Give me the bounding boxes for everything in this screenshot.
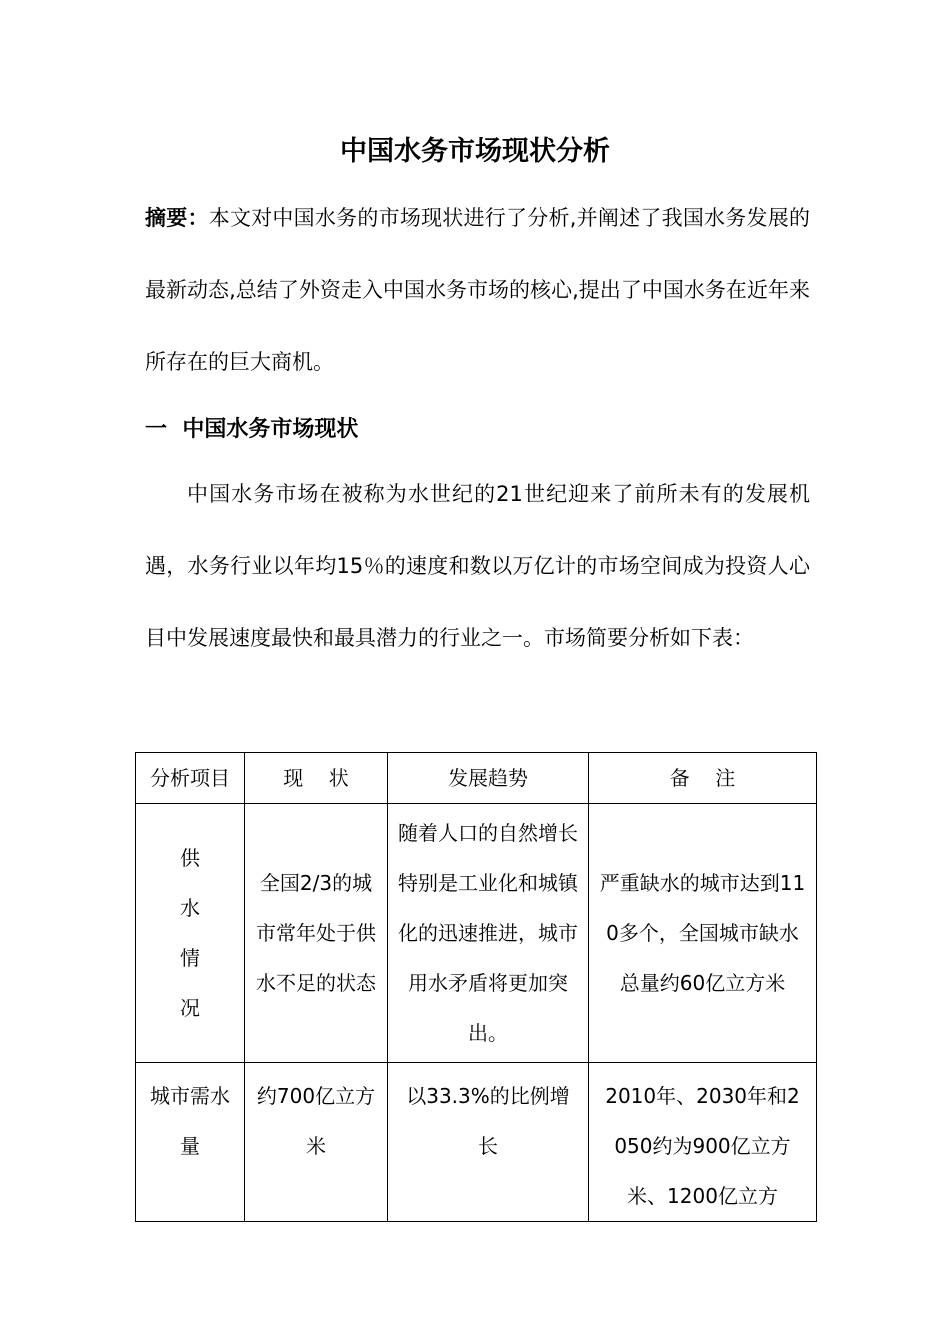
- table-cell-status-text: 约700亿立方米: [256, 1084, 376, 1158]
- table-header-note: 备 注: [589, 753, 817, 804]
- table-cell-item: [136, 1063, 245, 1222]
- table-cell-trend: [388, 1063, 589, 1222]
- table-header-status: 现 状: [245, 753, 388, 804]
- document-title: 中国水务市场现状分析: [340, 136, 610, 167]
- table-cell-status: [245, 804, 388, 1063]
- table-header-row: [136, 753, 817, 804]
- table-row: [136, 1063, 817, 1222]
- table-cell-status-text: 全国2/3的城市常年处于供水不足的状态: [256, 871, 376, 995]
- table-cell-item-text: 供水情况: [180, 846, 200, 1020]
- table-header-trend: 发展趋势: [388, 753, 589, 804]
- section-heading: 一 中国水务市场现状: [145, 417, 359, 442]
- table-cell-trend-text: 随着人口的自然增长特别是工业化和城镇化的迅速推进，城市用水矛盾将更加突出。: [398, 821, 578, 1045]
- abstract-paragraph: [145, 182, 810, 398]
- table-cell-status: [245, 1063, 388, 1222]
- table-cell-note-text: 严重缺水的城市达到110多个，全国城市缺水总量约60亿立方米: [599, 871, 806, 995]
- table-cell-note: [589, 804, 817, 1063]
- table-cell-trend-text: 以33.3%的比例增长: [406, 1084, 570, 1158]
- abstract-lead: 摘要：: [145, 206, 209, 230]
- table-row: [136, 804, 817, 1063]
- table-cell-note: [589, 1063, 817, 1222]
- market-analysis-table: [135, 752, 817, 1222]
- abstract-text: 本文对中国水务的市场现状进行了分析,并阐述了我国水务发展的最新动态,总结了外资走入中国水务市场的核心,提出了中国水务在近年来所存在的巨大商机。: [145, 206, 810, 374]
- table-cell-note-text: 2010年、2030年和2050约为900亿立方米、1200亿立方: [605, 1084, 800, 1208]
- table-cell-item-text: 城市需水量: [150, 1084, 230, 1158]
- table-header-item: 分析项目: [136, 753, 245, 804]
- table-cell-trend: [388, 804, 589, 1063]
- section-paragraph: 中国水务市场在被称为水世纪的21世纪迎来了前所未有的发展机遇，水务行业以年均15％的速度和数以万亿计的市场空间成为投资人心目中发展速度最快和最具潜力的行业之一。市场简要分析如下表：: [145, 482, 810, 650]
- table-cell-item: [136, 804, 245, 1063]
